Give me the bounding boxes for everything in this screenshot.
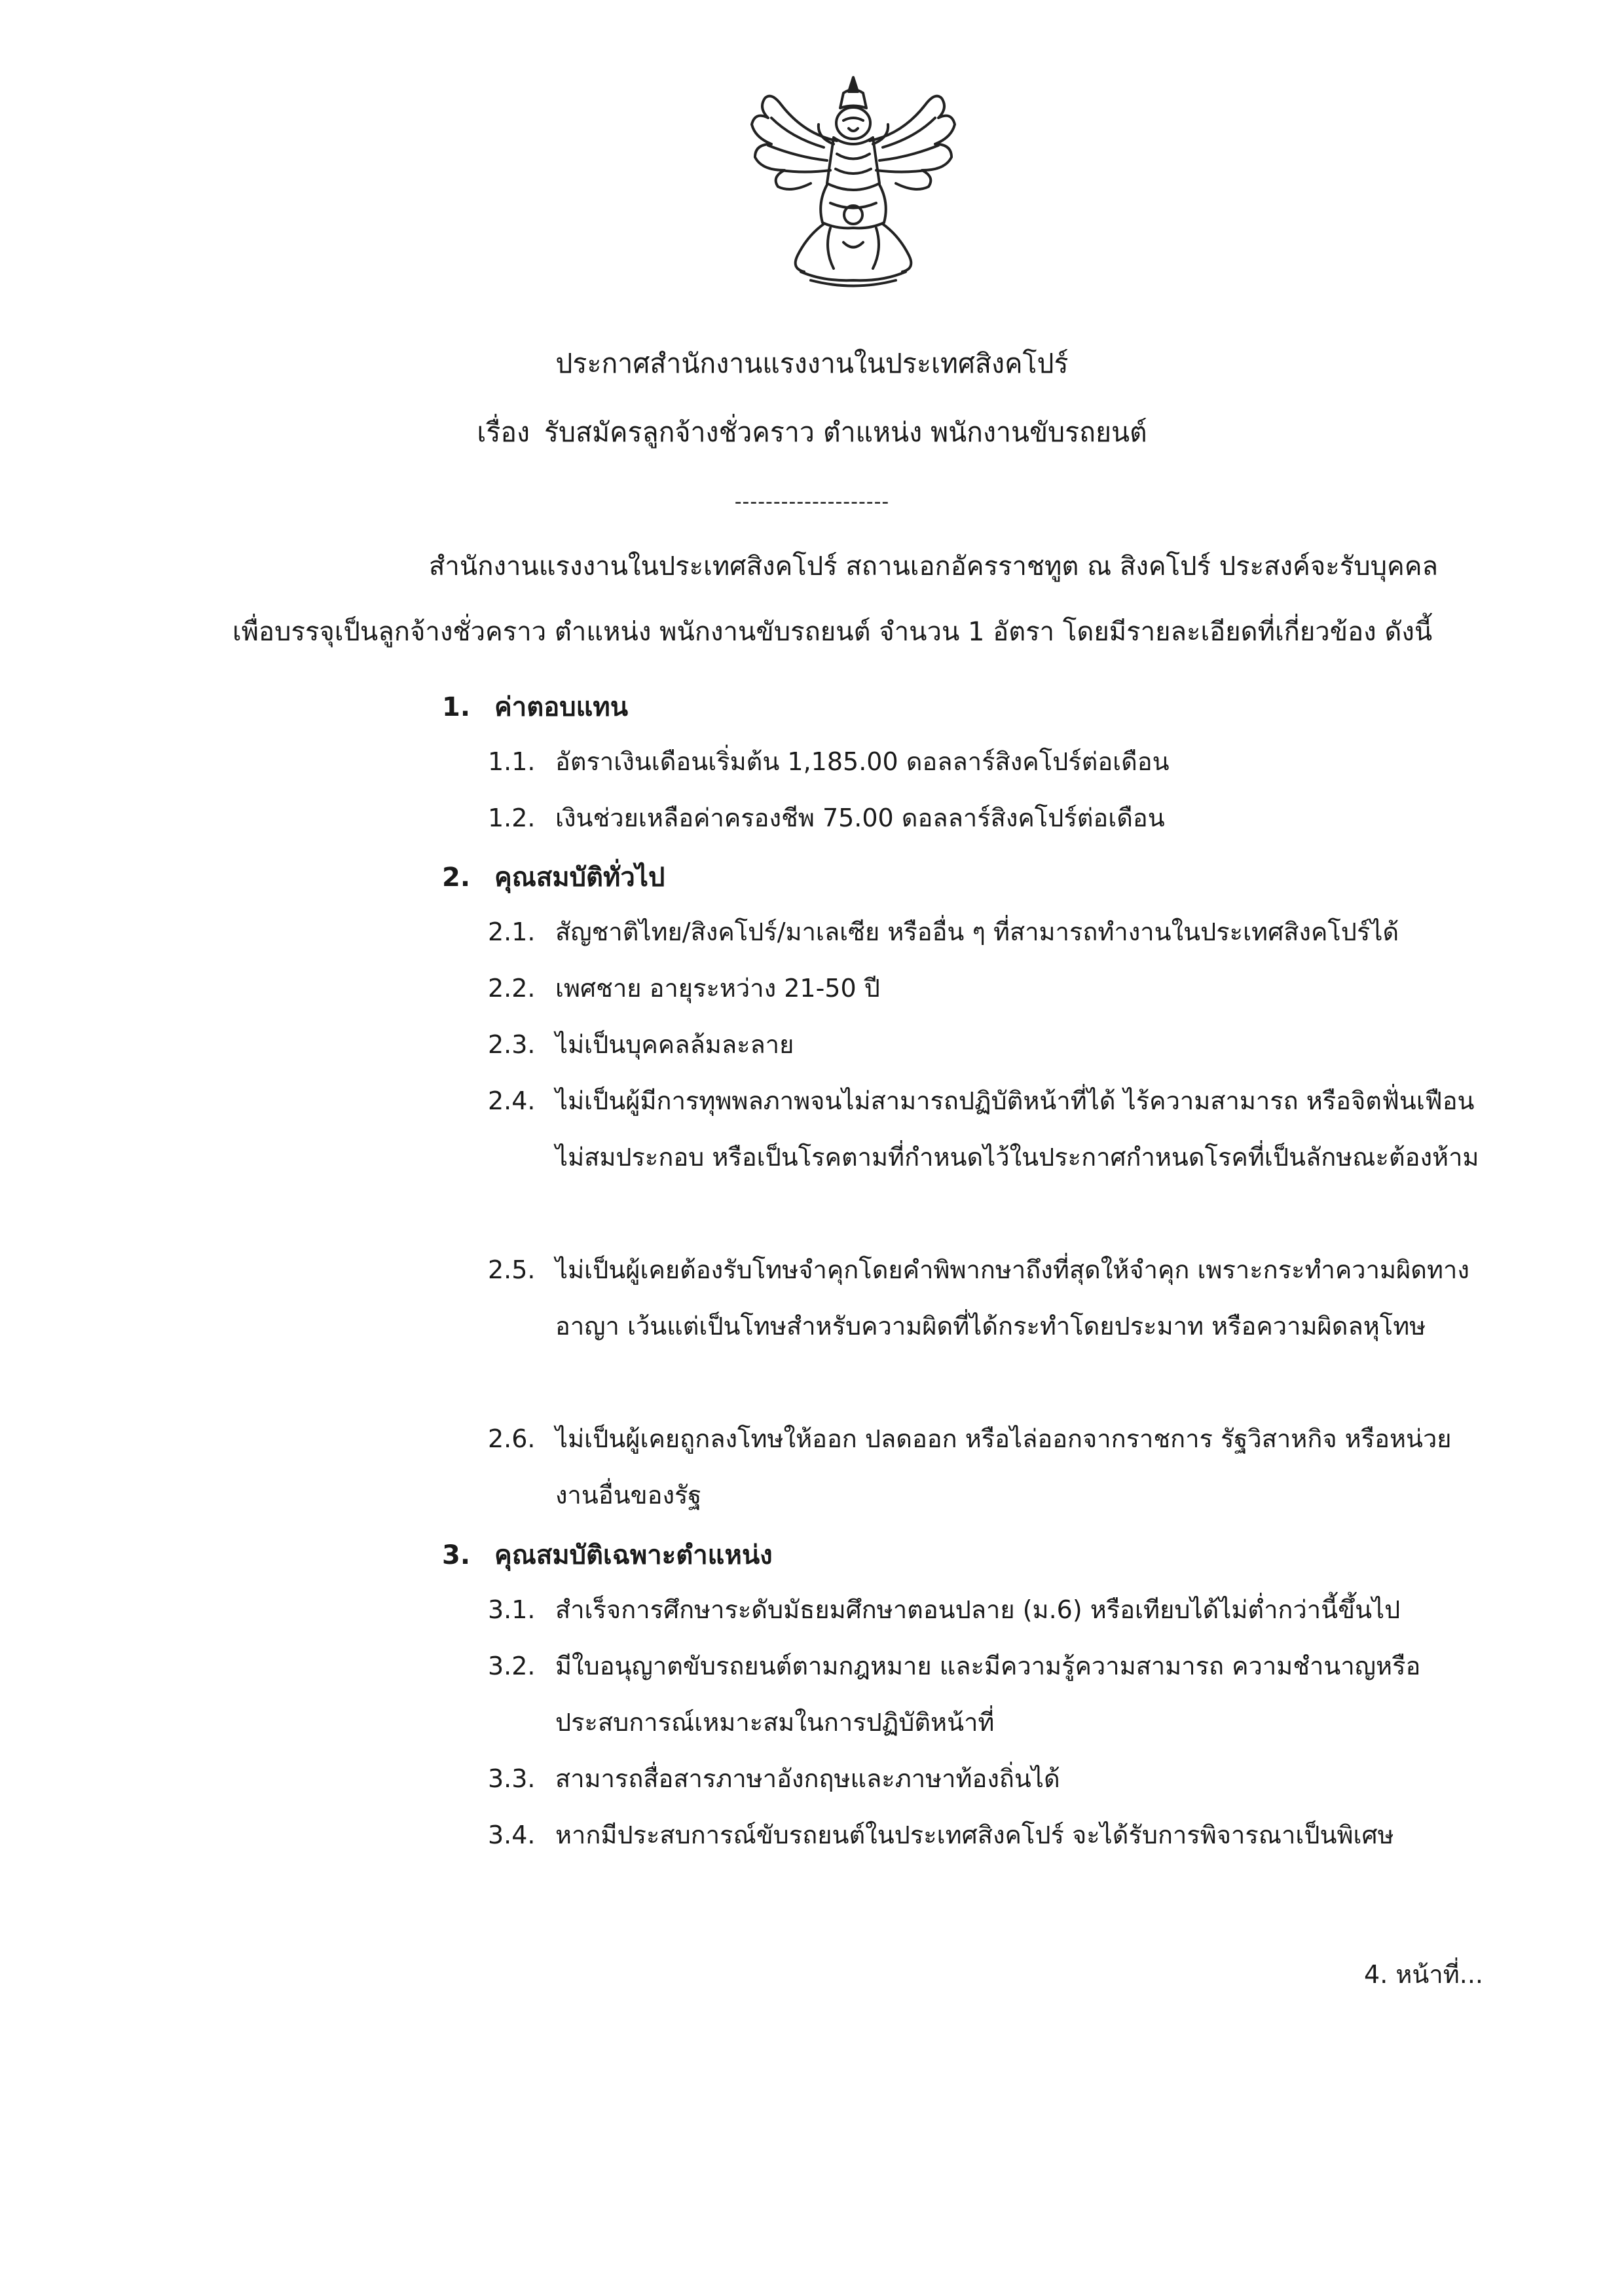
- list-item: [488, 904, 1483, 960]
- garuda-emblem: [745, 72, 961, 295]
- item-number: 3.1.: [488, 1595, 536, 1624]
- subject-text: รับสมัครลูกจ้างชั่วคราว ตำแหน่ง พนักงานขับรถยนต์: [544, 417, 1147, 448]
- section-title: คุณสมบัติทั่วไป: [494, 862, 665, 893]
- title-divider: --------------------: [734, 491, 890, 513]
- item-number: 2.1.: [488, 917, 536, 946]
- item-text: อัตราเงินเดือนเริ่มต้น 1,185.00 ดอลลาร์สิงคโปร์ต่อเดือน: [555, 747, 1170, 776]
- section-number: 3.: [442, 1540, 471, 1570]
- section-general-qualifications: [442, 858, 665, 897]
- intro-paragraph-line-1: สำนักงานแรงงานในประเทศสิงคโปร์ สถานเอกอัครราชทูต ณ สิงคโปร์ ประสงค์จะรับบุคคล: [429, 551, 1438, 582]
- announcement-subject: [0, 413, 1624, 452]
- item-text: เพศชาย อายุระหว่าง 21-50 ปี: [555, 974, 880, 1003]
- item-text: ไม่เป็นผู้เคยต้องรับโทษจำคุกโดยคำพิพากษาถึงที่สุดให้จำคุก เพราะกระทำความผิดทางอาญา เว้นแต่เป็นโทษสำหรับความผิดที่ได้กระทำโดยประมาท หรือความผิดลหุโทษ: [555, 1255, 1469, 1341]
- item-number: 1.2.: [488, 804, 536, 832]
- list-item: [488, 790, 1483, 846]
- item-text: สามารถสื่อสารภาษาอังกฤษและภาษาท้องถิ่นได้: [555, 1764, 1060, 1793]
- item-number: 3.3.: [488, 1764, 536, 1793]
- list-item: [488, 1807, 1483, 1863]
- item-number: 2.5.: [488, 1255, 536, 1284]
- item-text: เงินช่วยเหลือค่าครองชีพ 75.00 ดอลลาร์สิงคโปร์ต่อเดือน: [555, 804, 1165, 832]
- list-item: [488, 1750, 1483, 1807]
- item-text: สัญชาติไทย/สิงคโปร์/มาเลเซีย หรืออื่น ๆ ที่สามารถทำงานในประเทศสิงคโปร์ได้: [555, 917, 1399, 946]
- intro-paragraph-line-2: เพื่อบรรจุเป็นลูกจ้างชั่วคราว ตำแหน่ง พนักงานขับรถยนต์ จำนวน 1 อัตรา โดยมีรายละเอียดที่เกี่ยวข้อง ดังนี้: [232, 617, 1433, 647]
- item-text: มีใบอนุญาตขับรถยนต์ตามกฎหมาย และมีความรู้ความสามารถ ความชำนาญหรือประสบการณ์เหมาะสมในการปฏิบัติหน้าที่: [555, 1652, 1421, 1737]
- list-item: [488, 1016, 1483, 1073]
- list-item: [488, 1411, 1483, 1523]
- list-item: [488, 1073, 1483, 1185]
- item-number: 2.2.: [488, 974, 536, 1003]
- subject-label: เรื่อง: [477, 417, 530, 448]
- item-text: ไม่เป็นผู้มีการทุพพลภาพจนไม่สามารถปฏิบัติหน้าที่ได้ ไร้ความสามารถ หรือจิตฟั่นเฟือนไม่สมประกอบ หรือเป็นโรคตามที่กำหนดไว้ในประกาศกำหนดโรคที่เป็นลักษณะต้องห้าม: [555, 1086, 1479, 1172]
- announcement-title: ประกาศสำนักงานแรงงานในประเทศสิงคโปร์: [555, 348, 1069, 379]
- item-text: สำเร็จการศึกษาระดับมัธยมศึกษาตอนปลาย (ม.6) หรือเทียบได้ไม่ต่ำกว่านี้ขึ้นไป: [555, 1595, 1401, 1624]
- item-number: 2.4.: [488, 1086, 536, 1115]
- list-item: [488, 960, 1483, 1016]
- section-title: คุณสมบัติเฉพาะตำแหน่ง: [494, 1540, 773, 1570]
- section-number: 1.: [442, 692, 471, 722]
- section-compensation: [442, 688, 628, 727]
- item-number: 3.4.: [488, 1821, 536, 1849]
- section-title: ค่าตอบแทน: [494, 692, 629, 722]
- list-item: [488, 1242, 1483, 1354]
- item-number: 2.3.: [488, 1030, 536, 1059]
- section-position-qualifications: [442, 1536, 773, 1575]
- list-item: [488, 1582, 1483, 1638]
- item-text: ไม่เป็นบุคคลล้มละลาย: [555, 1030, 794, 1059]
- list-item: [488, 1638, 1483, 1750]
- item-number: 1.1.: [488, 747, 536, 776]
- section-number: 2.: [442, 862, 471, 893]
- next-page-indicator: 4. หน้าที่...: [1364, 1960, 1483, 1989]
- item-number: 3.2.: [488, 1652, 536, 1680]
- item-text: ไม่เป็นผู้เคยถูกลงโทษให้ออก ปลดออก หรือไล่ออกจากราชการ รัฐวิสาหกิจ หรือหน่วยงานอื่นของรัฐ: [555, 1424, 1452, 1509]
- item-number: 2.6.: [488, 1424, 536, 1453]
- list-item: [488, 733, 1483, 790]
- item-text: หากมีประสบการณ์ขับรถยนต์ในประเทศสิงคโปร์ จะได้รับการพิจารณาเป็นพิเศษ: [555, 1821, 1394, 1849]
